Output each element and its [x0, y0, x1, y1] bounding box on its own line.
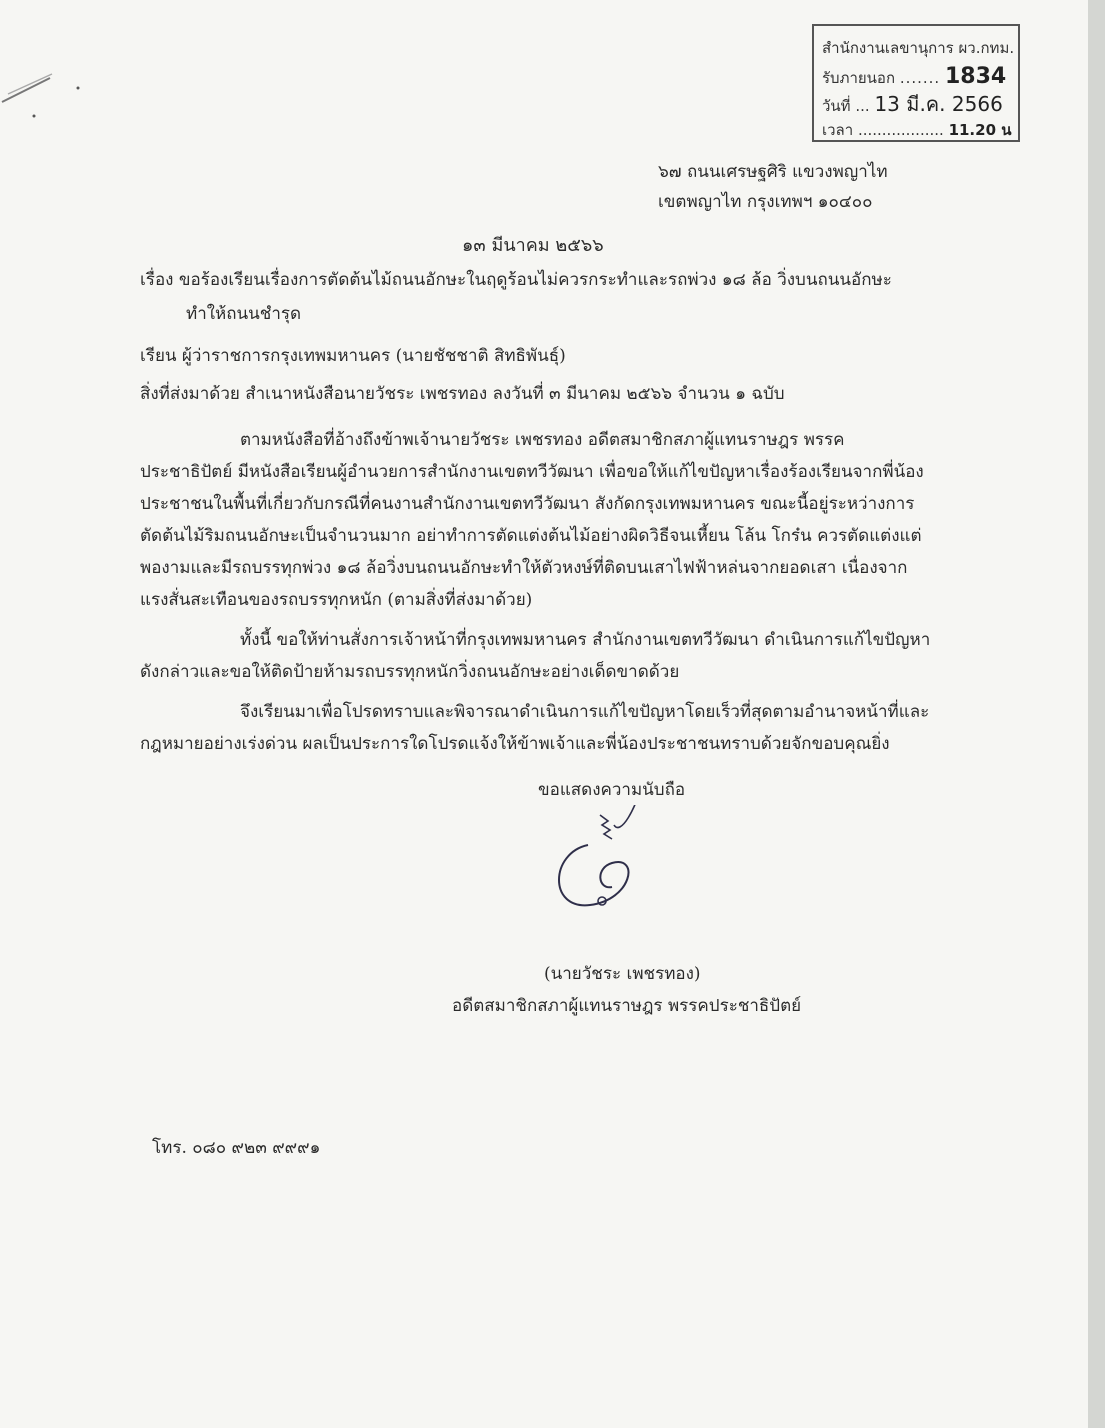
body-p1-line4: ตัดต้นไม้ริมถนนอักษะเป็นจำนวนมาก อย่าทำการตัดแต่งต้นไม้อย่างผิดวิธีจนเหี้ยน โล้น โกร๋น ควรตัดแต่งแต่ [140, 526, 922, 546]
body-p2-line2: ดังกล่าวและขอให้ติดป้ายห้ามรถบรรทุกหนักวิ่งถนนอักษะอย่างเด็ดขาดด้วย [140, 662, 680, 682]
enclosure: สิ่งที่ส่งมาด้วย สำเนาหนังสือนายวัชระ เพชรทอง ลงวันที่ ๓ มีนาคม ๒๕๖๖ จำนวน ๑ ฉบับ [140, 384, 785, 404]
stamp-received-row: รับภายนอก ....... 1834 [822, 64, 1007, 89]
closing: ขอแสดงความนับถือ [538, 780, 686, 800]
body-p2-line1: ทั้งนี้ ขอให้ท่านสั่งการเจ้าหน้าที่กรุงเทพมหานคร สำนักงานเขตทวีวัฒนา ดำเนินการแก้ไขปัญหา [240, 630, 931, 650]
signer-name: (นายวัชระ เพชรทอง) [544, 964, 701, 984]
body-p1-line2: ประชาธิปัตย์ มีหนังสือเรียนผู้อำนวยการสำนักงานเขตทวีวัฒนา เพื่อขอให้แก้ไขปัญหาเรื่องร้องเรียนจากพี่น้อง [140, 462, 924, 482]
stamp-received-no: 1834 [944, 64, 1007, 89]
stamp-time-label: เวลา [822, 121, 854, 139]
stamp-office: สำนักงานเลขานุการ ผว.กทม. [822, 39, 1015, 57]
signer-title: อดีตสมาชิกสภาผู้แทนราษฎร พรรคประชาธิปัตย์ [452, 996, 802, 1016]
recipient: เรียน ผู้ว่าราชการกรุงเทพมหานคร (นายชัชชาติ สิทธิพันธุ์) [140, 346, 566, 366]
stamp-date-row: วันที่ ... 13 มี.ค. 2566 [822, 92, 1003, 116]
sender-address-line2: เขตพญาไท กรุงเทพฯ ๑๐๔๐๐ [658, 192, 873, 212]
stamp-received-label: รับภายนอก [822, 69, 896, 87]
subject-line2: ทำให้ถนนชำรุด [186, 304, 302, 324]
page-edge-shadow [1088, 0, 1105, 1428]
stamp-date-value: 13 มี.ค. 2566 [874, 92, 1003, 116]
staple-mark [0, 70, 80, 130]
letter-date: ๑๓ มีนาคม ๒๕๖๖ [462, 235, 604, 256]
body-p1-line5: พองามและมีรถบรรทุกพ่วง ๑๘ ล้อวิ่งบนถนนอักษะทำให้ตัวหงษ์ที่ติดบนเสาไฟฟ้าหล่นจากยอดเสา เนื่องจาก [140, 558, 908, 578]
stamp-time-row: เวลา .................. 11.20 น [822, 121, 1012, 139]
sender-address-line1: ๖๗ ถนนเศรษฐศิริ แขวงพญาไท [658, 162, 888, 182]
body-p1-line6: แรงสั่นสะเทือนของรถบรรทุกหนัก (ตามสิ่งที่ส่งมาด้วย) [140, 590, 533, 610]
stamp-date-label: วันที่ [822, 97, 851, 115]
body-p3-line1: จึงเรียนมาเพื่อโปรดทราบและพิจารณาดำเนินการแก้ไขปัญหาโดยเร็วที่สุดตามอำนาจหน้าที่และ [240, 702, 930, 722]
phone: โทร. ๐๘๐ ๙๒๓ ๙๙๙๑ [152, 1138, 321, 1158]
stamp-time-value: 11.20 น [948, 121, 1012, 139]
body-p3-line2: กฎหมายอย่างเร่งด่วน ผลเป็นประการใดโปรดแจ้งให้ข้าพเจ้าและพี่น้องประชาชนทราบด้วยจักขอบคุณยิ่ง [140, 734, 890, 754]
received-stamp [812, 24, 1020, 142]
handwritten-signature [540, 805, 660, 915]
subject-line1: เรื่อง ขอร้องเรียนเรื่องการตัดต้นไม้ถนนอักษะในฤดูร้อนไม่ควรกระทำและรถพ่วง ๑๘ ล้อ วิ่งบนถนนอักษะ [140, 270, 892, 290]
body-p1-line3: ประชาชนในพื้นที่เกี่ยวกับกรณีที่คนงานสำนักงานเขตทวีวัฒนา สังกัดกรุงเทพมหานคร ขณะนี้อยู่ระหว่างการ [140, 494, 915, 514]
body-p1-line1: ตามหนังสือที่อ้างถึงข้าพเจ้านายวัชระ เพชรทอง อดีตสมาชิกสภาผู้แทนราษฎร พรรค [240, 430, 845, 450]
